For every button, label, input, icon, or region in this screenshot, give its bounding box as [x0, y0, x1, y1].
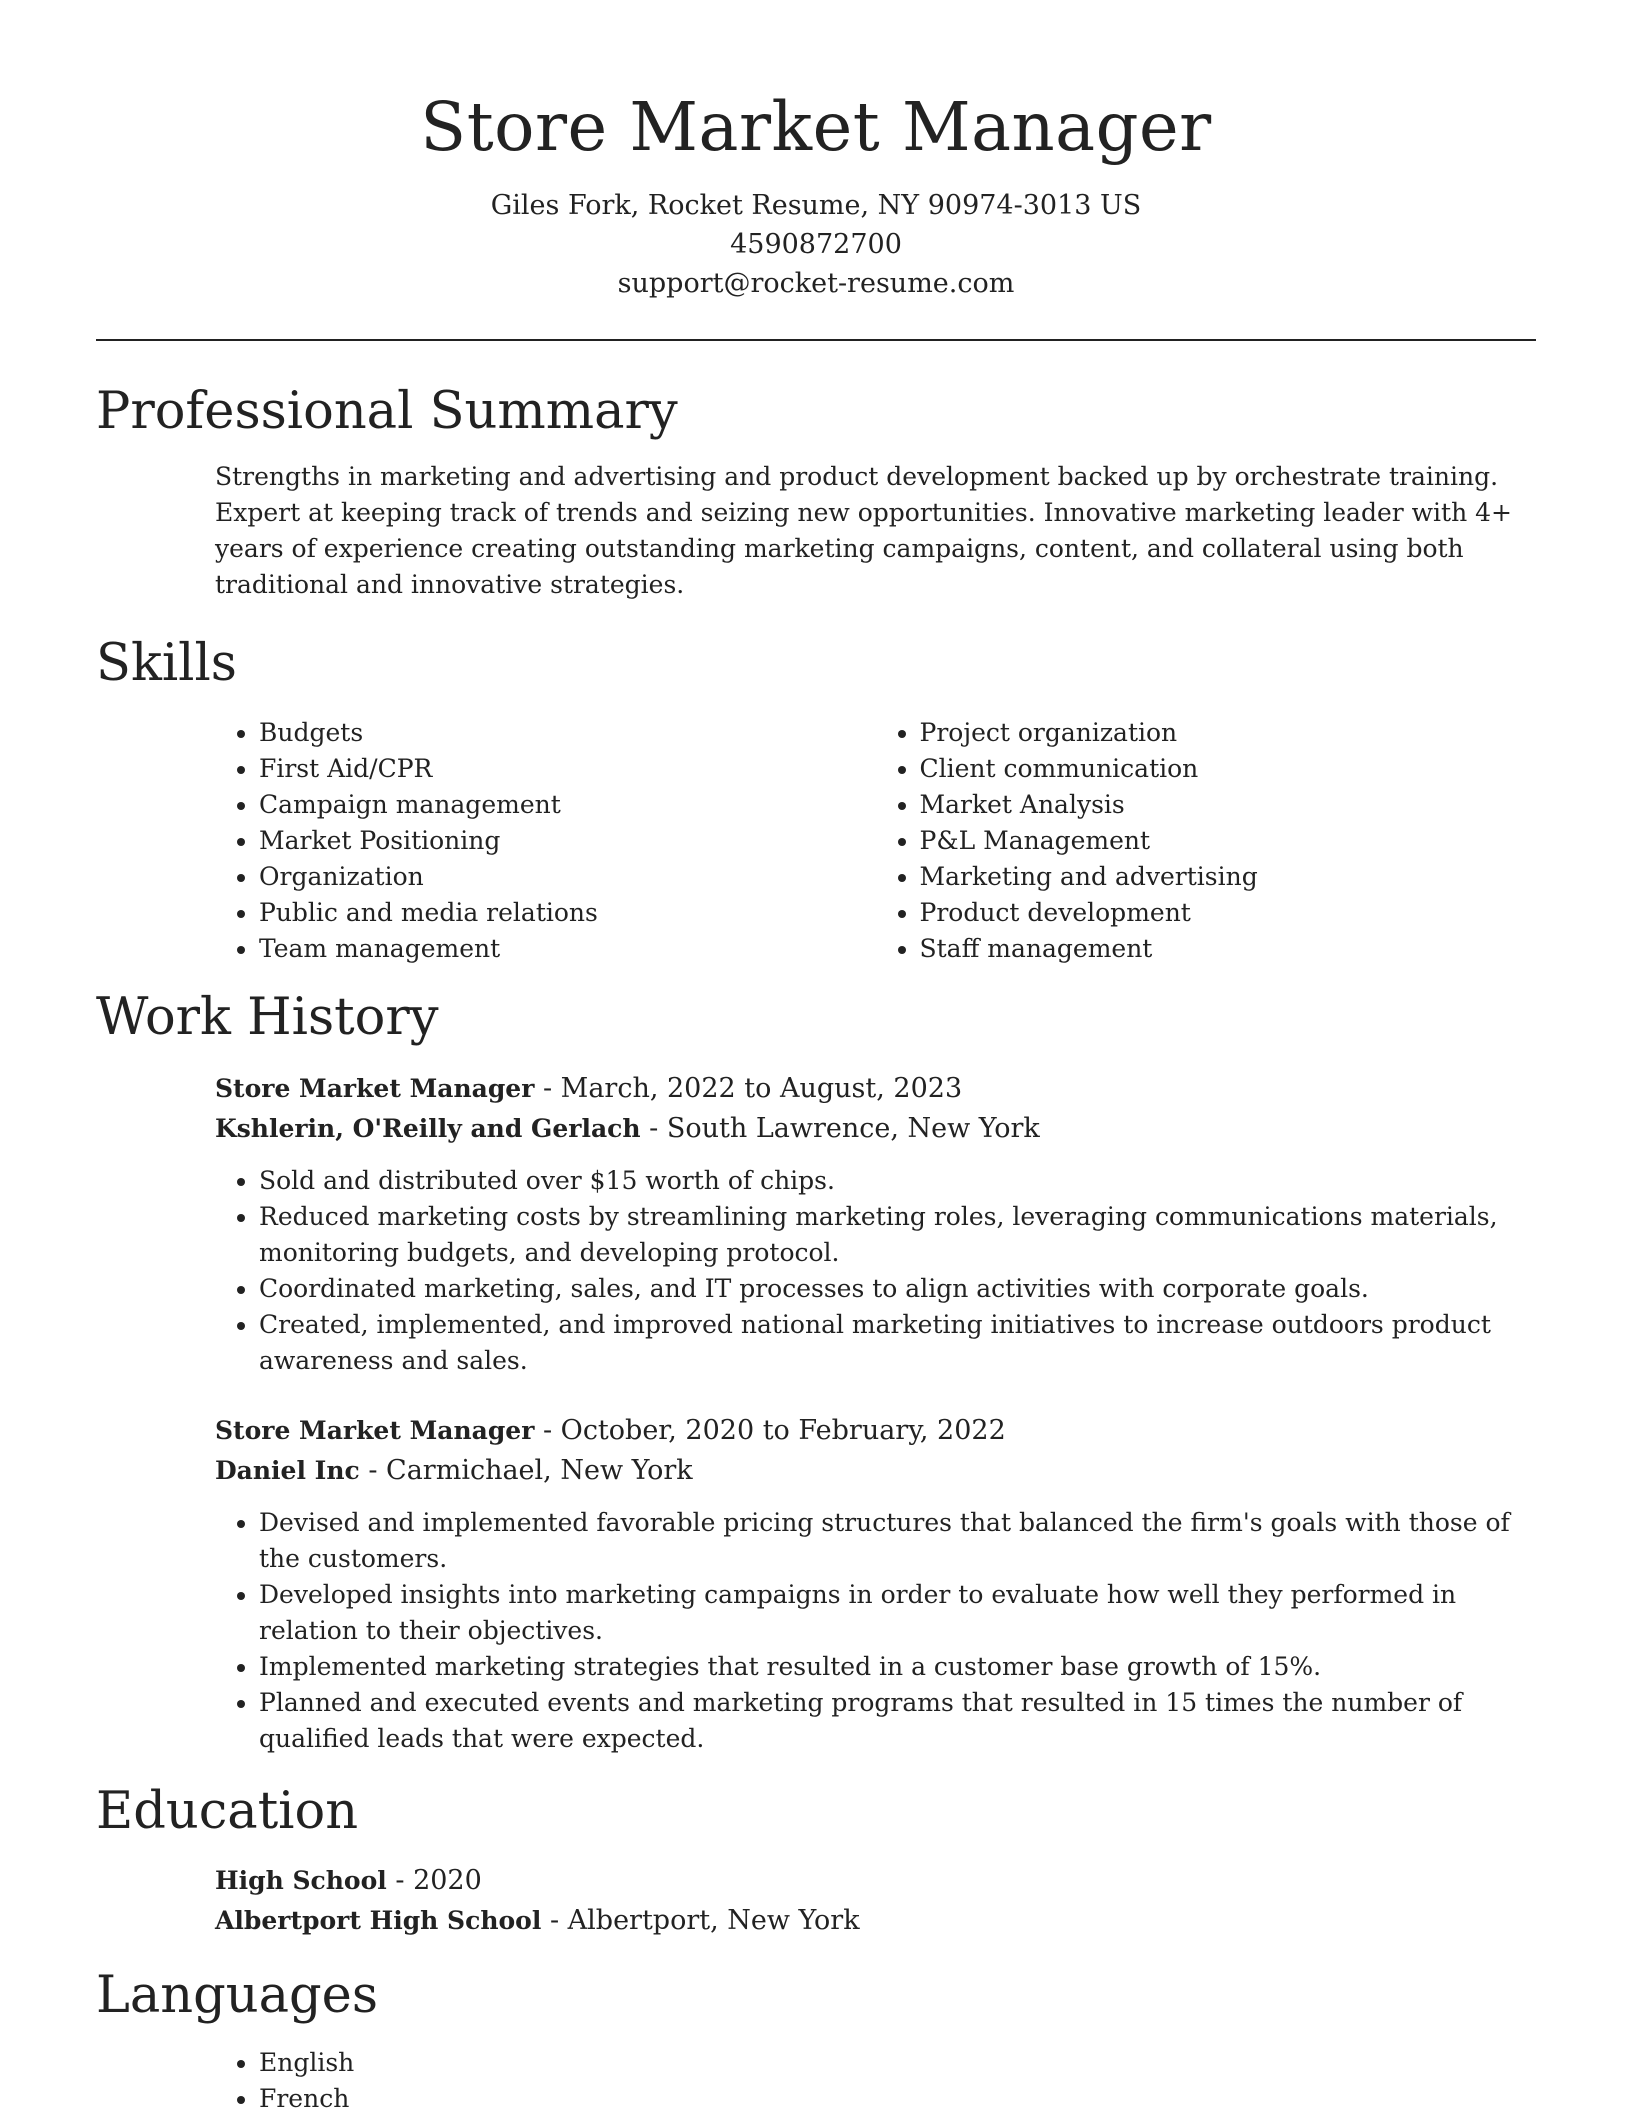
summary-heading: Professional Summary	[96, 382, 678, 441]
education-school-line	[215, 1901, 1536, 1941]
skills-heading: Skills	[96, 634, 237, 693]
skill-item: • Client communication	[920, 751, 1537, 787]
education-degree: High School	[215, 1866, 387, 1895]
skill-item: • Campaign management	[259, 787, 876, 823]
skill-item: • Project organization	[920, 715, 1537, 751]
languages-wrap	[215, 2045, 1536, 2117]
address-line: Giles Fork, Rocket Resume, NY 90974-3013 US	[490, 190, 1142, 221]
job-bullet: • Sold and distributed over $15 worth of chips.	[259, 1163, 1536, 1199]
job-company: Kshlerin, O'Reilly and Gerlach	[215, 1114, 641, 1143]
languages-list	[215, 2045, 1536, 2117]
resume-page	[96, 0, 1536, 2117]
job-entry	[215, 1069, 1536, 1379]
skill-item: • Market Analysis	[920, 787, 1537, 823]
education-section	[96, 1779, 1536, 1941]
summary-section	[96, 379, 1536, 603]
skill-item: • Market Positioning	[259, 823, 876, 859]
skill-item: • Organization	[259, 859, 876, 895]
education-location: - Albertport, New York	[541, 1905, 860, 1936]
job-title: Store Market Manager	[215, 1074, 535, 1103]
skills-list-left	[215, 715, 876, 967]
language-item: • French	[259, 2081, 1536, 2117]
job-company-line	[215, 1109, 1536, 1149]
skill-item: • Team management	[259, 931, 876, 967]
job-location: - Carmichael, New York	[359, 1455, 693, 1486]
skill-item: • Product development	[920, 895, 1537, 931]
contact-info	[96, 186, 1536, 303]
skills-section	[96, 631, 1536, 967]
job-bullet: • Created, implemented, and improved national marketing initiatives to increase outdoors product awareness and sales.	[259, 1307, 1536, 1379]
education-degree-line	[215, 1861, 1536, 1901]
skill-item: • First Aid/CPR	[259, 751, 876, 787]
job-company-line	[215, 1451, 1536, 1491]
job-dates: - March, 2022 to August, 2023	[534, 1073, 963, 1104]
education-school: Albertport High School	[215, 1906, 542, 1935]
job-title-line	[215, 1411, 1536, 1451]
job-bullets	[215, 1163, 1536, 1379]
resume-name: Store Market Manager	[420, 88, 1212, 166]
work-history-heading: Work History	[96, 988, 439, 1047]
skill-item: • Staff management	[920, 931, 1537, 967]
skill-item: • Budgets	[259, 715, 876, 751]
languages-heading: Languages	[96, 1966, 379, 2025]
summary-text: Strengths in marketing and advertising and product development backed up by orchestrate training. Expert at keeping track of trends and seizing new opportunities. Innovative marketing leader with 4+ years of experience creating outstanding marketing campaigns, content, and collateral using both traditional and innovative strategies.	[215, 462, 1512, 599]
job-company: Daniel Inc	[215, 1456, 360, 1485]
skill-item: • Public and media relations	[259, 895, 876, 931]
skill-item: • Marketing and advertising	[920, 859, 1537, 895]
job-bullet: • Coordinated marketing, sales, and IT processes to align activities with corporate goals.	[259, 1271, 1536, 1307]
job-bullet: • Planned and executed events and marketing programs that resulted in 15 times the number of qualified leads that were expected.	[259, 1685, 1536, 1757]
job-entry	[215, 1411, 1536, 1757]
skills-columns	[215, 715, 1536, 967]
language-item: • English	[259, 2045, 1536, 2081]
resume-header	[96, 0, 1536, 303]
job-bullet: • Devised and implemented favorable pricing structures that balanced the firm's goals with those of the customers.	[259, 1505, 1536, 1577]
job-bullet: • Reduced marketing costs by streamlining marketing roles, leveraging communications materials, monitoring budgets, and developing protocol.	[259, 1199, 1536, 1271]
work-history-section	[96, 985, 1536, 1757]
education-year: - 2020	[386, 1865, 482, 1896]
job-title-line	[215, 1069, 1536, 1109]
job-location: - South Lawrence, New York	[640, 1113, 1040, 1144]
job-title: Store Market Manager	[215, 1416, 535, 1445]
job-dates: - October, 2020 to February, 2022	[534, 1415, 1006, 1446]
job-bullets	[215, 1505, 1536, 1757]
skills-list-right	[876, 715, 1537, 967]
phone-line: 4590872700	[730, 229, 902, 260]
header-divider	[96, 339, 1536, 341]
skill-item: • P&L Management	[920, 823, 1537, 859]
education-heading: Education	[96, 1782, 359, 1841]
job-bullet: • Developed insights into marketing campaigns in order to evaluate how well they performed in relation to their objectives.	[259, 1577, 1536, 1649]
email-line: support@rocket-resume.com	[617, 268, 1015, 299]
job-bullet: • Implemented marketing strategies that resulted in a customer base growth of 15%.	[259, 1649, 1536, 1685]
languages-section	[96, 1963, 1536, 2117]
education-entry	[215, 1861, 1536, 1941]
